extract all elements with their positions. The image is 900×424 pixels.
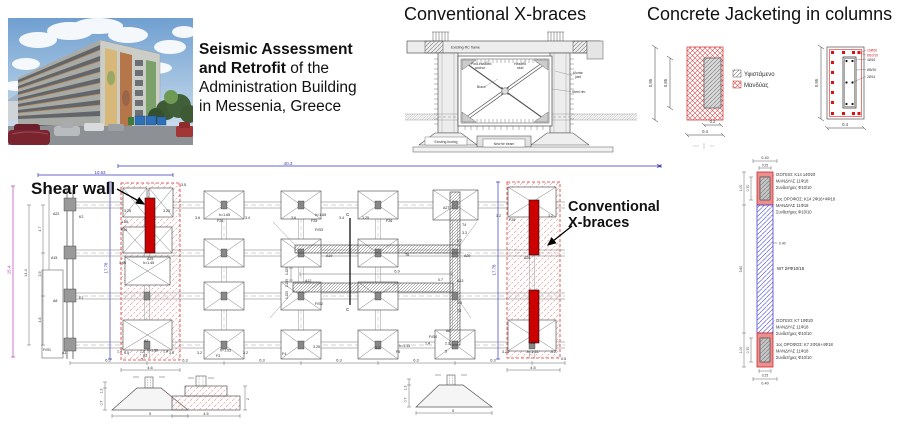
section-dim: 0.7: [403, 397, 408, 403]
xbrace-label-anchor-2: anchor: [475, 66, 486, 70]
jacket-rebar-labels: [867, 49, 878, 80]
wall-detail: [690, 140, 900, 424]
svg-text:0.7: 0.7: [438, 278, 443, 282]
svg-text:3.3: 3.3: [462, 231, 467, 235]
svg-text:h=1.15: h=1.15: [527, 350, 539, 354]
xbrace-label-rim: Steel rim: [572, 90, 586, 94]
svg-text:3.2: 3.2: [548, 214, 553, 218]
title-bold-1: Seismic Assessment: [199, 41, 353, 58]
svg-text:ΙΣΟΓΕΙΟ: Κ7 10Φ20: ΙΣΟΓΕΙΟ: Κ7 10Φ20: [776, 318, 813, 323]
legend-existing-swatch: [733, 70, 741, 77]
wd-dim: 0.40: [761, 156, 769, 160]
svg-text:A27: A27: [443, 206, 450, 210]
jacket-left-section: [648, 45, 725, 137]
dim-h1: 17.78: [103, 262, 109, 274]
xbrace-label-tiebeam: New tie beam: [493, 141, 515, 146]
svg-text:h=1.15: h=1.15: [399, 344, 411, 348]
svg-text:ΜΑΝΔΥΑΣ 11Φ18: ΜΑΝΔΥΑΣ 11Φ18: [776, 203, 809, 208]
svg-text:3.2: 3.2: [375, 346, 380, 350]
xbrace-label-brace: Brace: [477, 85, 486, 89]
wall-detail-annotations-top: [776, 172, 836, 215]
xbrace-label-stud-1: Headed: [514, 62, 526, 66]
svg-text:3.65: 3.65: [119, 261, 126, 265]
footing-section-b: [172, 376, 250, 418]
svg-text:1.4: 1.4: [117, 349, 122, 354]
svg-text:ΙΣΟΓΕΙΟ: Κ14 14Φ20: ΙΣΟΓΕΙΟ: Κ14 14Φ20: [776, 172, 816, 177]
svg-text:h=1.45: h=1.45: [143, 261, 155, 265]
svg-text:C: C: [346, 212, 350, 217]
plan-dim-magenta: [11, 186, 15, 357]
section-dim: 4.5: [203, 411, 209, 416]
xbrace-element-top: [529, 200, 539, 255]
svg-text:C: C: [346, 307, 350, 312]
svg-text:3.4: 3.4: [245, 216, 250, 220]
wd-dim: 0.70: [746, 346, 750, 354]
shear-wall-element: [145, 198, 155, 253]
svg-text:3.25: 3.25: [163, 209, 170, 213]
xbrace-figure: [405, 27, 637, 158]
svg-text:T6: T6: [405, 253, 410, 257]
dim-span: 6.3: [336, 357, 342, 363]
svg-text:3.3: 3.3: [457, 301, 462, 305]
jacket-figure-heading: Concrete Jacketing in columns: [647, 4, 893, 24]
svg-text:E1: E1: [79, 296, 84, 300]
xbrace-label-frame: Existing RC frame: [451, 45, 480, 50]
svg-text:1ος ΟΡΟΦΟΣ: Κ14 2Φ16+4Φ18: 1ος ΟΡΟΦΟΣ: Κ14 2Φ16+4Φ18: [776, 196, 836, 202]
svg-text:3.5: 3.5: [181, 183, 186, 187]
xbrace-callout: [568, 199, 660, 231]
svg-text:Συνδετήρες Φ10/10: Συνδετήρες Φ10/10: [776, 355, 812, 360]
section-dim: 5: [148, 411, 152, 416]
slide-title: [199, 40, 399, 116]
footing-section-c: [404, 375, 493, 415]
svg-text:A12: A12: [305, 279, 312, 283]
svg-text:1.225: 1.225: [285, 267, 289, 275]
jacket-left-dim-hinner: 0.85: [663, 78, 668, 88]
jacket-right-dim-w: 0.4: [842, 122, 848, 127]
section-dim: 1.3: [403, 385, 408, 391]
wd-dim: 1.00: [739, 184, 743, 192]
jacket-left-dim-houter: 0.95: [648, 78, 653, 88]
dim-span: 6.3: [490, 357, 496, 363]
svg-text:2.2: 2.2: [445, 341, 450, 346]
wd-dim: 0.25: [761, 163, 769, 168]
svg-text:1.4: 1.4: [425, 341, 430, 346]
dim-total: 40.3: [283, 160, 293, 166]
svg-text:A2: A2: [144, 339, 149, 343]
svg-text:1.225: 1.225: [285, 279, 289, 287]
svg-text:3.2: 3.2: [496, 214, 501, 218]
xbrace-figure-heading: Conventional X-braces: [404, 4, 587, 24]
wall-detail-annotations-bottom: [776, 318, 833, 360]
svg-text:ΜΑΝΔΥΑΣ 11Φ18: ΜΑΝΔΥΑΣ 11Φ18: [776, 324, 809, 330]
svg-text:T5: T5: [457, 309, 462, 313]
svg-text:5: 5: [445, 349, 447, 354]
svg-text:A6: A6: [446, 329, 451, 333]
jacket-left-dim-wouter: 0.4: [702, 129, 708, 134]
svg-text:1.4: 1.4: [163, 349, 168, 354]
svg-text:3.2: 3.2: [551, 350, 556, 354]
jacket-legend: [733, 70, 775, 89]
svg-text:ΜΑΝΔΥΑΣ 11Φ18: ΜΑΝΔΥΑΣ 11Φ18: [776, 348, 809, 354]
dim-span: 6.3: [105, 357, 111, 363]
wd-dim: 3.60: [739, 265, 743, 273]
svg-text:3.6: 3.6: [291, 216, 296, 220]
building-photo: [8, 18, 193, 145]
jacket-figure: [645, 28, 900, 155]
dim-bay-left: 4.6: [147, 364, 153, 370]
svg-text:F25: F25: [311, 219, 318, 223]
wd-dim: 0.40: [761, 381, 769, 386]
dim-h2: 17.78: [491, 264, 497, 276]
jacket-right-section: [814, 45, 878, 130]
plan-callout-arrows: [117, 189, 572, 245]
svg-text:Συνδετήρες Φ10/10: Συνδετήρες Φ10/10: [776, 331, 812, 336]
svg-text:A19: A19: [326, 254, 333, 258]
svg-text:F/Θ2: F/Θ2: [315, 302, 323, 306]
svg-text:A26: A26: [524, 256, 531, 260]
section-dim: 5: [451, 408, 455, 413]
dim-hm: 15.4: [6, 265, 12, 275]
dim-span: 6.3: [413, 357, 419, 363]
svg-text:Συνδετήρες Φ10/10: Συνδετήρες Φ10/10: [776, 209, 812, 215]
xbrace-callout-line1: Conventional: [568, 199, 660, 215]
svg-text:3.6: 3.6: [195, 216, 200, 220]
rebar-label: 4Ø16: [867, 58, 876, 62]
wall-detail-web: [757, 205, 773, 333]
dim-span: 6.3: [259, 357, 265, 363]
shear-wall-callout: Shear wall: [31, 179, 116, 198]
svg-text:h=1.55: h=1.55: [220, 348, 232, 353]
svg-text:3.4: 3.4: [339, 216, 344, 220]
svg-text:A7: A7: [531, 341, 536, 345]
wd-dim: 0.70: [746, 184, 750, 192]
section-dim: 2: [246, 398, 250, 400]
svg-text:F3: F3: [216, 354, 221, 358]
dim-left: 10.63: [94, 169, 106, 175]
svg-text:A15: A15: [51, 256, 58, 260]
title-line-4: in Messenia, Greece: [199, 98, 342, 115]
rebar-label: 2Ø14: [867, 75, 876, 79]
svg-text:F/Θ3: F/Θ3: [315, 228, 323, 232]
svg-text:1.225: 1.225: [285, 291, 289, 299]
xbrace-beam-step: [587, 41, 603, 59]
xbrace-beam-cut-right: [573, 41, 587, 53]
title-bold-2: and Retrofit: [199, 60, 286, 77]
svg-text:K2: K2: [79, 215, 84, 219]
xbrace-label-anchor-1: Post-installed: [471, 62, 492, 66]
svg-text:F24: F24: [217, 219, 224, 223]
svg-text:F28: F28: [509, 218, 516, 222]
svg-text:A13: A13: [457, 279, 464, 283]
svg-text:T4: T4: [462, 223, 467, 227]
dim-lh: 14.4: [24, 269, 28, 277]
svg-text:A22: A22: [53, 212, 60, 216]
legend-jacket-swatch: [733, 81, 741, 88]
legend-jacket-label: Μανδύας: [744, 83, 769, 89]
svg-text:A29: A29: [464, 254, 471, 258]
svg-text:5: 5: [141, 357, 143, 362]
rebar-label: Ø10/10: [867, 53, 879, 58]
title-line-3: Administration Building: [199, 79, 357, 96]
svg-text:h=1.65: h=1.65: [315, 213, 327, 217]
svg-text:3.5: 3.5: [169, 351, 174, 355]
rebar-label: Ø6/30: [867, 68, 877, 72]
svg-text:3.25: 3.25: [313, 345, 320, 349]
wd-dim: 1.00: [739, 346, 743, 354]
photo-dumpsters: [128, 116, 166, 125]
title-rest: of the: [285, 60, 330, 77]
svg-text:3.25: 3.25: [362, 216, 369, 220]
xbrace-element-bottom: [529, 290, 539, 343]
svg-text:h=1.50: h=1.50: [147, 348, 159, 353]
svg-text:3.25: 3.25: [502, 350, 509, 354]
section-dim: 1.3: [99, 388, 104, 394]
wall-detail-corner-marks: [693, 143, 714, 149]
svg-text:F4: F4: [282, 352, 287, 356]
svg-text:3.5: 3.5: [124, 351, 129, 355]
svg-text:F/Θ4: F/Θ4: [429, 335, 437, 339]
svg-text:A1: A1: [62, 351, 67, 355]
svg-text:3.2: 3.2: [243, 351, 248, 355]
jacket-right-dim-h: 0.95: [814, 78, 819, 88]
svg-text:1ος ΟΡΟΦΟΣ: Κ7 2Φ16+4Φ18: 1ος ΟΡΟΦΟΣ: Κ7 2Φ16+4Φ18: [776, 342, 833, 347]
wd-dim: 0.25: [761, 373, 769, 378]
xbrace-label-mortar-1: Mortar: [573, 71, 583, 75]
rebar-label: 10Ø20: [867, 48, 878, 53]
xbrace-label-mortar-2: joint: [575, 75, 582, 79]
dim-row: 4.8: [38, 317, 42, 323]
svg-text:A25: A25: [147, 257, 154, 261]
svg-text:ΜΑΝΔΥΑΣ 11Φ18: ΜΑΝΔΥΑΣ 11Φ18: [776, 178, 809, 184]
svg-text:3.2: 3.2: [197, 351, 202, 355]
wall-detail-bottom-jacket: [757, 333, 773, 367]
svg-text:Συνδετήρες Φ10/10: Συνδετήρες Φ10/10: [776, 185, 812, 190]
dim-mid: 6.9: [394, 268, 400, 274]
dim-row: 3.9: [38, 271, 42, 277]
svg-text:h=1.65: h=1.65: [219, 213, 231, 217]
svg-text:F26: F26: [386, 219, 393, 223]
wall-detail-mid-label: W7 2#Φ10/15: [777, 266, 805, 271]
svg-text:2.2: 2.2: [140, 349, 145, 354]
dim-row: 4.7: [38, 226, 42, 232]
xbrace-rebar-stubs: [432, 32, 564, 41]
dim-span: 6.3: [182, 357, 188, 363]
svg-text:0.5: 0.5: [561, 357, 566, 361]
svg-text:F/Θ1: F/Θ1: [43, 348, 51, 352]
xbrace-callout-line2: X-braces: [568, 215, 630, 231]
wall-detail-top-jacket: [757, 172, 773, 205]
xbrace-beam-cut-left: [425, 41, 443, 53]
svg-text:A8: A8: [53, 299, 58, 303]
svg-text:0.7: 0.7: [457, 239, 462, 243]
svg-text:3.25: 3.25: [124, 209, 131, 213]
svg-text:3.85: 3.85: [121, 220, 128, 224]
dim-bay-right: 4.5: [530, 364, 536, 370]
svg-text:F2: F2: [143, 354, 148, 358]
jacket-left-dim-winner: 0.2: [709, 119, 716, 124]
svg-text:F16: F16: [121, 228, 128, 232]
wd-dim: 0.40: [779, 241, 786, 246]
svg-text:F5: F5: [396, 350, 401, 354]
section-dim: 0.7: [99, 400, 104, 406]
xbrace-label-stud-2: stud: [517, 66, 524, 70]
xbrace-label-footing: Existing footing: [434, 139, 458, 144]
legend-existing-label: Υφιστάμενο: [744, 72, 775, 78]
